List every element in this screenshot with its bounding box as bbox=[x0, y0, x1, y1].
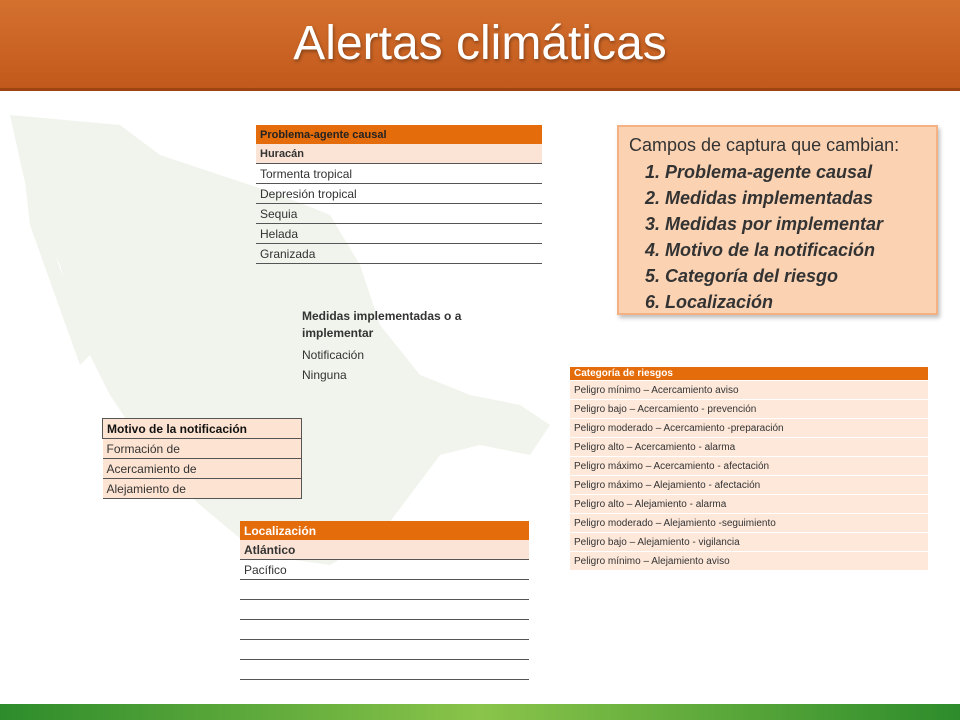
table-row bbox=[240, 580, 529, 600]
riesgos-table bbox=[570, 367, 928, 570]
list-item: 1. Problema-agente causal bbox=[665, 159, 926, 185]
table-row: Granizada bbox=[256, 244, 542, 264]
list-item: 3. Medidas por implementar bbox=[665, 211, 926, 237]
table-row: Notificación bbox=[302, 348, 365, 362]
footer-bar bbox=[0, 704, 960, 720]
medidas-header: Medidas implementadas o a implementar bbox=[302, 309, 462, 340]
table-row: Ninguna bbox=[302, 368, 347, 382]
table-row: Peligro máximo – Acercamiento - afectación bbox=[570, 457, 928, 476]
table-row bbox=[240, 640, 529, 660]
page-title: Alertas climáticas bbox=[293, 17, 667, 70]
table-row: Sequia bbox=[256, 204, 542, 224]
problema-header: Problema-agente causal bbox=[256, 125, 542, 144]
table-row: Peligro moderado – Alejamiento -seguimiento bbox=[570, 514, 928, 533]
problema-table bbox=[256, 125, 542, 264]
table-row: Peligro máximo – Alejamiento - afectación bbox=[570, 476, 928, 495]
list-item: 6. Localización bbox=[665, 289, 926, 315]
list-item: 4. Motivo de la notificación bbox=[665, 237, 926, 263]
riesgos-header: Categoría de riesgos bbox=[570, 367, 928, 381]
table-row bbox=[240, 620, 529, 640]
table-row: Formación de bbox=[103, 439, 302, 459]
table-row: Depresión tropical bbox=[256, 184, 542, 204]
callout-list bbox=[629, 159, 926, 315]
table-row: Pacífico bbox=[240, 560, 529, 580]
table-row bbox=[240, 600, 529, 620]
localizacion-table bbox=[240, 521, 529, 680]
table-row: Peligro moderado – Acercamiento -preparación bbox=[570, 419, 928, 438]
callout-title: Campos de captura que cambian: bbox=[629, 135, 900, 155]
table-row: Huracán bbox=[256, 144, 542, 164]
table-row: Peligro bajo – Alejamiento - vigilancia bbox=[570, 533, 928, 552]
table-row: Peligro mínimo – Acercamiento aviso bbox=[570, 381, 928, 400]
table-row: Peligro bajo – Acercamiento - prevención bbox=[570, 400, 928, 419]
table-row: Peligro mínimo – Alejamiento aviso bbox=[570, 552, 928, 571]
table-row: Acercamiento de bbox=[103, 459, 302, 479]
callout-box bbox=[617, 125, 938, 315]
medidas-table bbox=[298, 308, 508, 385]
list-item: 5. Categoría del riesgo bbox=[665, 263, 926, 289]
list-item: 2. Medidas implementadas bbox=[665, 185, 926, 211]
localizacion-header: Localización bbox=[240, 521, 529, 540]
table-row bbox=[240, 660, 529, 680]
table-row: Peligro alto – Alejamiento - alarma bbox=[570, 495, 928, 514]
table-row: Tormenta tropical bbox=[256, 164, 542, 184]
table-row: Alejamiento de bbox=[103, 479, 302, 499]
motivo-table bbox=[102, 418, 302, 499]
motivo-header: Motivo de la notificación bbox=[103, 419, 302, 439]
table-row: Atlántico bbox=[240, 540, 529, 560]
table-row: Peligro alto – Acercamiento - alarma bbox=[570, 438, 928, 457]
table-row: Helada bbox=[256, 224, 542, 244]
